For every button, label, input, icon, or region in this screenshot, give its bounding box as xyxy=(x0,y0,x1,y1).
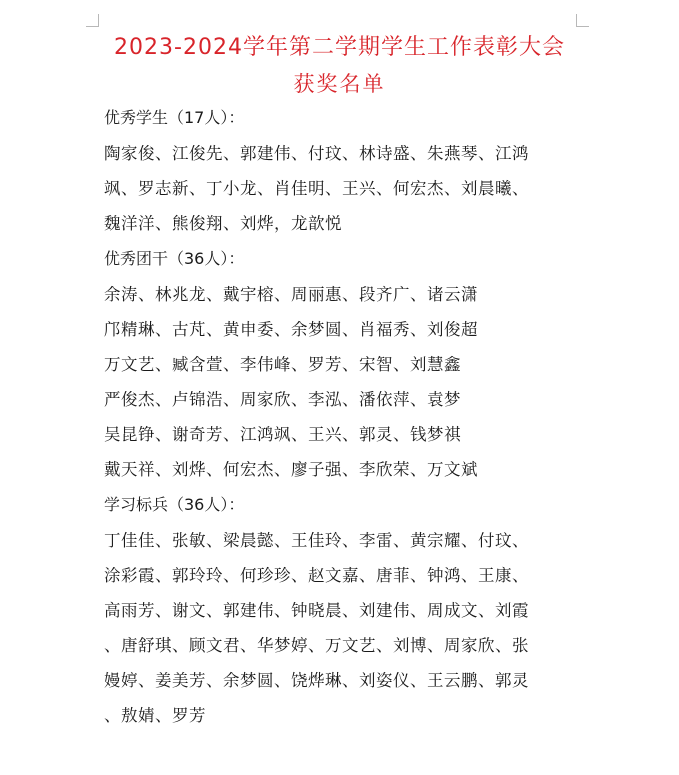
names-line: 严俊杰、卢锦浩、周家欣、李泓、潘依萍、袁梦 xyxy=(104,390,461,409)
document-subtitle: 获奖名单 xyxy=(293,72,386,96)
names-line: 涂彩霞、郭玲玲、何珍珍、赵文嘉、唐菲、钟鸿、王康、 xyxy=(104,566,529,585)
names-line: 、唐舒琪、顾文君、华梦婷、万文艺、刘博、周家欣、张 xyxy=(104,636,529,655)
names-line: 陶家俊、江俊先、郭建伟、付玟、林诗盛、朱燕琴、江鸿 xyxy=(104,144,529,163)
names-line: 邝精琳、古芃、黄申委、余梦圆、肖福秀、刘俊超 xyxy=(104,320,478,339)
section-heading-outstanding-students: 优秀学生（17人）： xyxy=(104,108,245,127)
document-body xyxy=(104,106,584,739)
page-corner-mark-top-left xyxy=(86,14,99,27)
names-line: 戴天祥、刘烨、何宏杰、廖子强、李欣荣、万文斌 xyxy=(104,460,478,479)
page-corner-mark-top-right xyxy=(576,14,589,27)
names-line: 嫚婷、姜美芳、余梦圆、饶烨琳、刘姿仪、王云鹏、郭灵 xyxy=(104,671,529,690)
names-line: 丁佳佳、张敏、梁晨懿、王佳玲、李雷、黄宗耀、付玟、 xyxy=(104,531,529,550)
names-line: 高雨芳、谢文、郭建伟、钟晓晨、刘建伟、周成文、刘霞 xyxy=(104,601,529,620)
names-line: 万文艺、臧含萱、李伟峰、罗芳、宋智、刘慧鑫 xyxy=(104,355,461,374)
section-heading-study-models: 学习标兵（36人）： xyxy=(104,495,245,514)
document-title: 2023-2024学年第二学期学生工作表彰大会 xyxy=(114,35,565,60)
names-line: 、敖婧、罗芳 xyxy=(104,706,206,725)
names-line: 余涛、林兆龙、戴宇榕、周丽惠、段齐广、诸云潇 xyxy=(104,285,478,304)
names-line: 飒、罗志新、丁小龙、肖佳明、王兴、何宏杰、刘晨曦、 xyxy=(104,179,529,198)
section-heading-outstanding-league-cadres: 优秀团干（36人）： xyxy=(104,249,245,268)
names-line: 吴昆铮、谢奇芳、江鸿飒、王兴、郭灵、钱梦祺 xyxy=(104,425,461,444)
names-line: 魏洋洋、熊俊翔、刘烨，龙歆悦 xyxy=(104,214,342,233)
